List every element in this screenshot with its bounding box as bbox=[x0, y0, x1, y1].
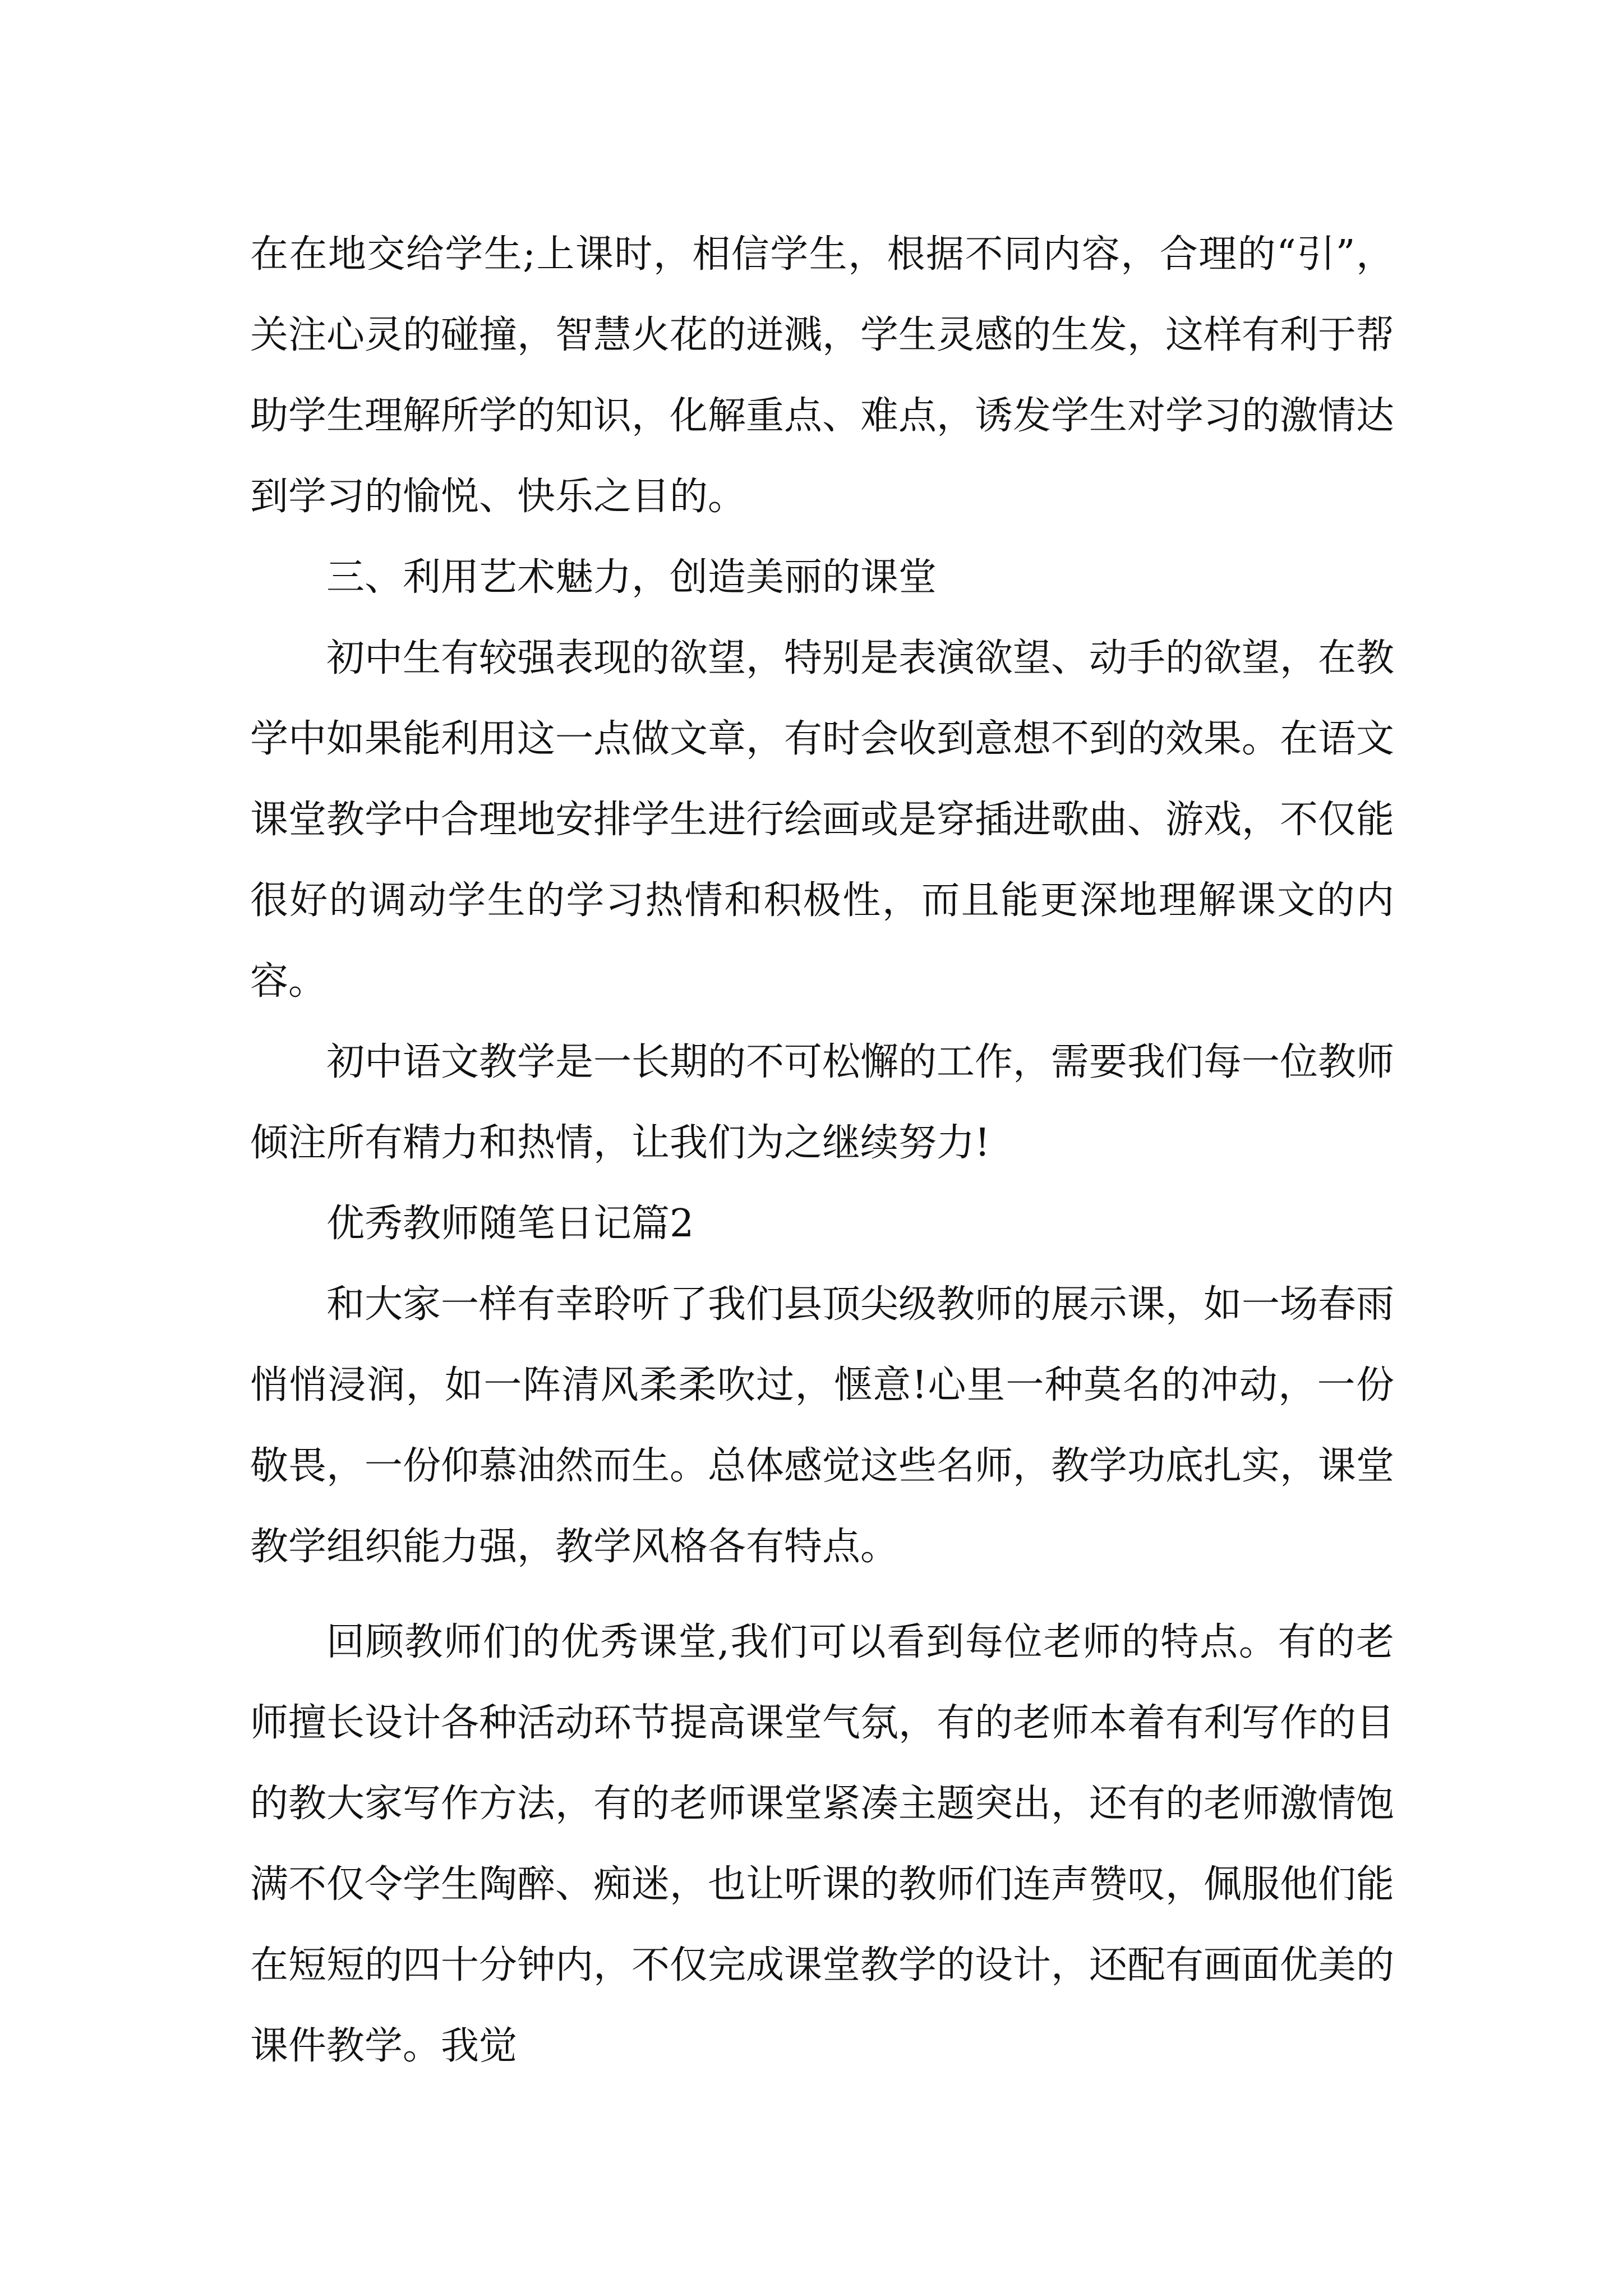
paragraph: 初中生有较强表现的欲望，特别是表演欲望、动手的欲望，在教学中如果能利用这一点做文章，有时会收到意想不到的效果。在语文课堂教学中合理地安排学生进行绘画或是穿插进歌曲、游戏，不仅能很好的调动学生的学习热情和积极性，而且能更深地理解课文的内容。 bbox=[250, 636, 1395, 1004]
paragraph: 回顾教师们的优秀课堂,我们可以看到每位老师的特点。有的老师擅长设计各种活动环节提高课堂气氛，有的老师本着有利写作的目的教大家写作方法，有的老师课堂紧凑主题突出，还有的老师激情饱满不仅令学生陶醉、痴迷，也让听课的教师们连声赞叹，佩服他们能在短短的四十分钟内，不仅完成课堂教学的设计，还配有画面优美的课件教学。我觉 bbox=[250, 1620, 1395, 2068]
paragraph: 初中语文教学是一长期的不可松懈的工作，需要我们每一位教师倾注所有精力和热情，让我们为之继续努力! bbox=[250, 1040, 1395, 1165]
document-body bbox=[250, 214, 1394, 2087]
article-title: 优秀教师随笔日记篇2 bbox=[326, 1202, 694, 1246]
paragraph-continued: 在在地交给学生;上课时，相信学生，根据不同内容，合理的“引”，关注心灵的碰撞，智慧火花的迸溅，学生灵感的生发，这样有利于帮助学生理解所学的知识，化解重点、难点，诱发学生对学习的激情达到学习的愉悦、快乐之目的。 bbox=[250, 232, 1395, 519]
section-heading-three: 三、利用艺术魅力，创造美丽的课堂 bbox=[326, 555, 937, 600]
paragraph: 和大家一样有幸聆听了我们县顶尖级教师的展示课，如一场春雨悄悄浸润，如一阵清风柔柔吹过，惬意!心里一种莫名的冲动，一份敬畏，一份仰慕油然而生。总体感觉这些名师，教学功底扎实，课堂教学组织能力强，教学风格各有特点。 bbox=[250, 1282, 1395, 1569]
